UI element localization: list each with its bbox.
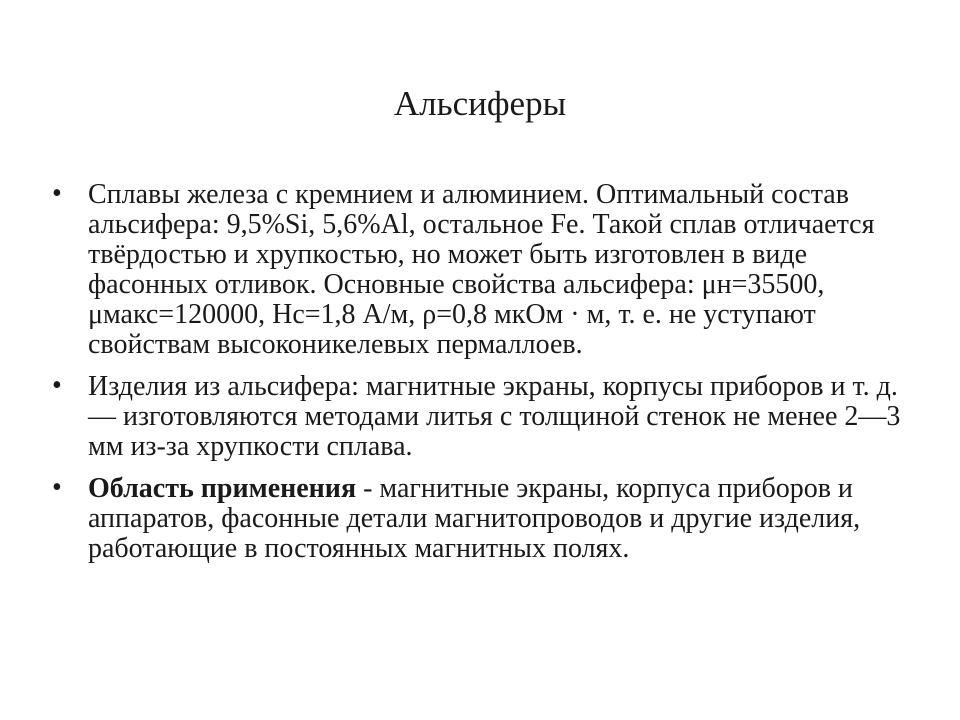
- application-text: - магнитные экраны, корпуса приборов и аппаратов, фасонные детали магнитопроводов и другие изделия, работающие в постоянных магнитных полях.: [88, 473, 861, 564]
- bullet-text: [88, 474, 922, 564]
- bullet-icon: •: [52, 178, 62, 209]
- bullet-icon: •: [52, 472, 62, 503]
- bullet-icon: •: [52, 370, 62, 401]
- bullet-item-products: [52, 372, 922, 462]
- bullet-item-application: [52, 474, 922, 564]
- application-lead: Область применения: [88, 473, 357, 504]
- bullet-list: [52, 180, 922, 576]
- bullet-text: Сплавы железа с кремнием и алюминием. Оптимальный состав альсифера: 9,5%Si, 5,6%Al, остальное Fe. Такой сплав отличается твёрдостью и хрупкостью, но может быть изготовлен в виде фасонных отливок. Основные свойства альсифера: μн=35500, μмакс=120000, Hc=1,8 А/м, ρ=0,8 мкОм · м, т. е. не уступают свойствам высоконикелевых пермаллоев.: [88, 179, 875, 360]
- slide-title: Альсиферы: [393, 84, 567, 123]
- bullet-item-composition: [52, 180, 922, 360]
- bullet-text: Изделия из альсифера: магнитные экраны, корпусы приборов и т. д.— изготовляются методами литья с толщиной стенок не менее 2—3 мм из-за хрупкости сплава.: [88, 371, 901, 462]
